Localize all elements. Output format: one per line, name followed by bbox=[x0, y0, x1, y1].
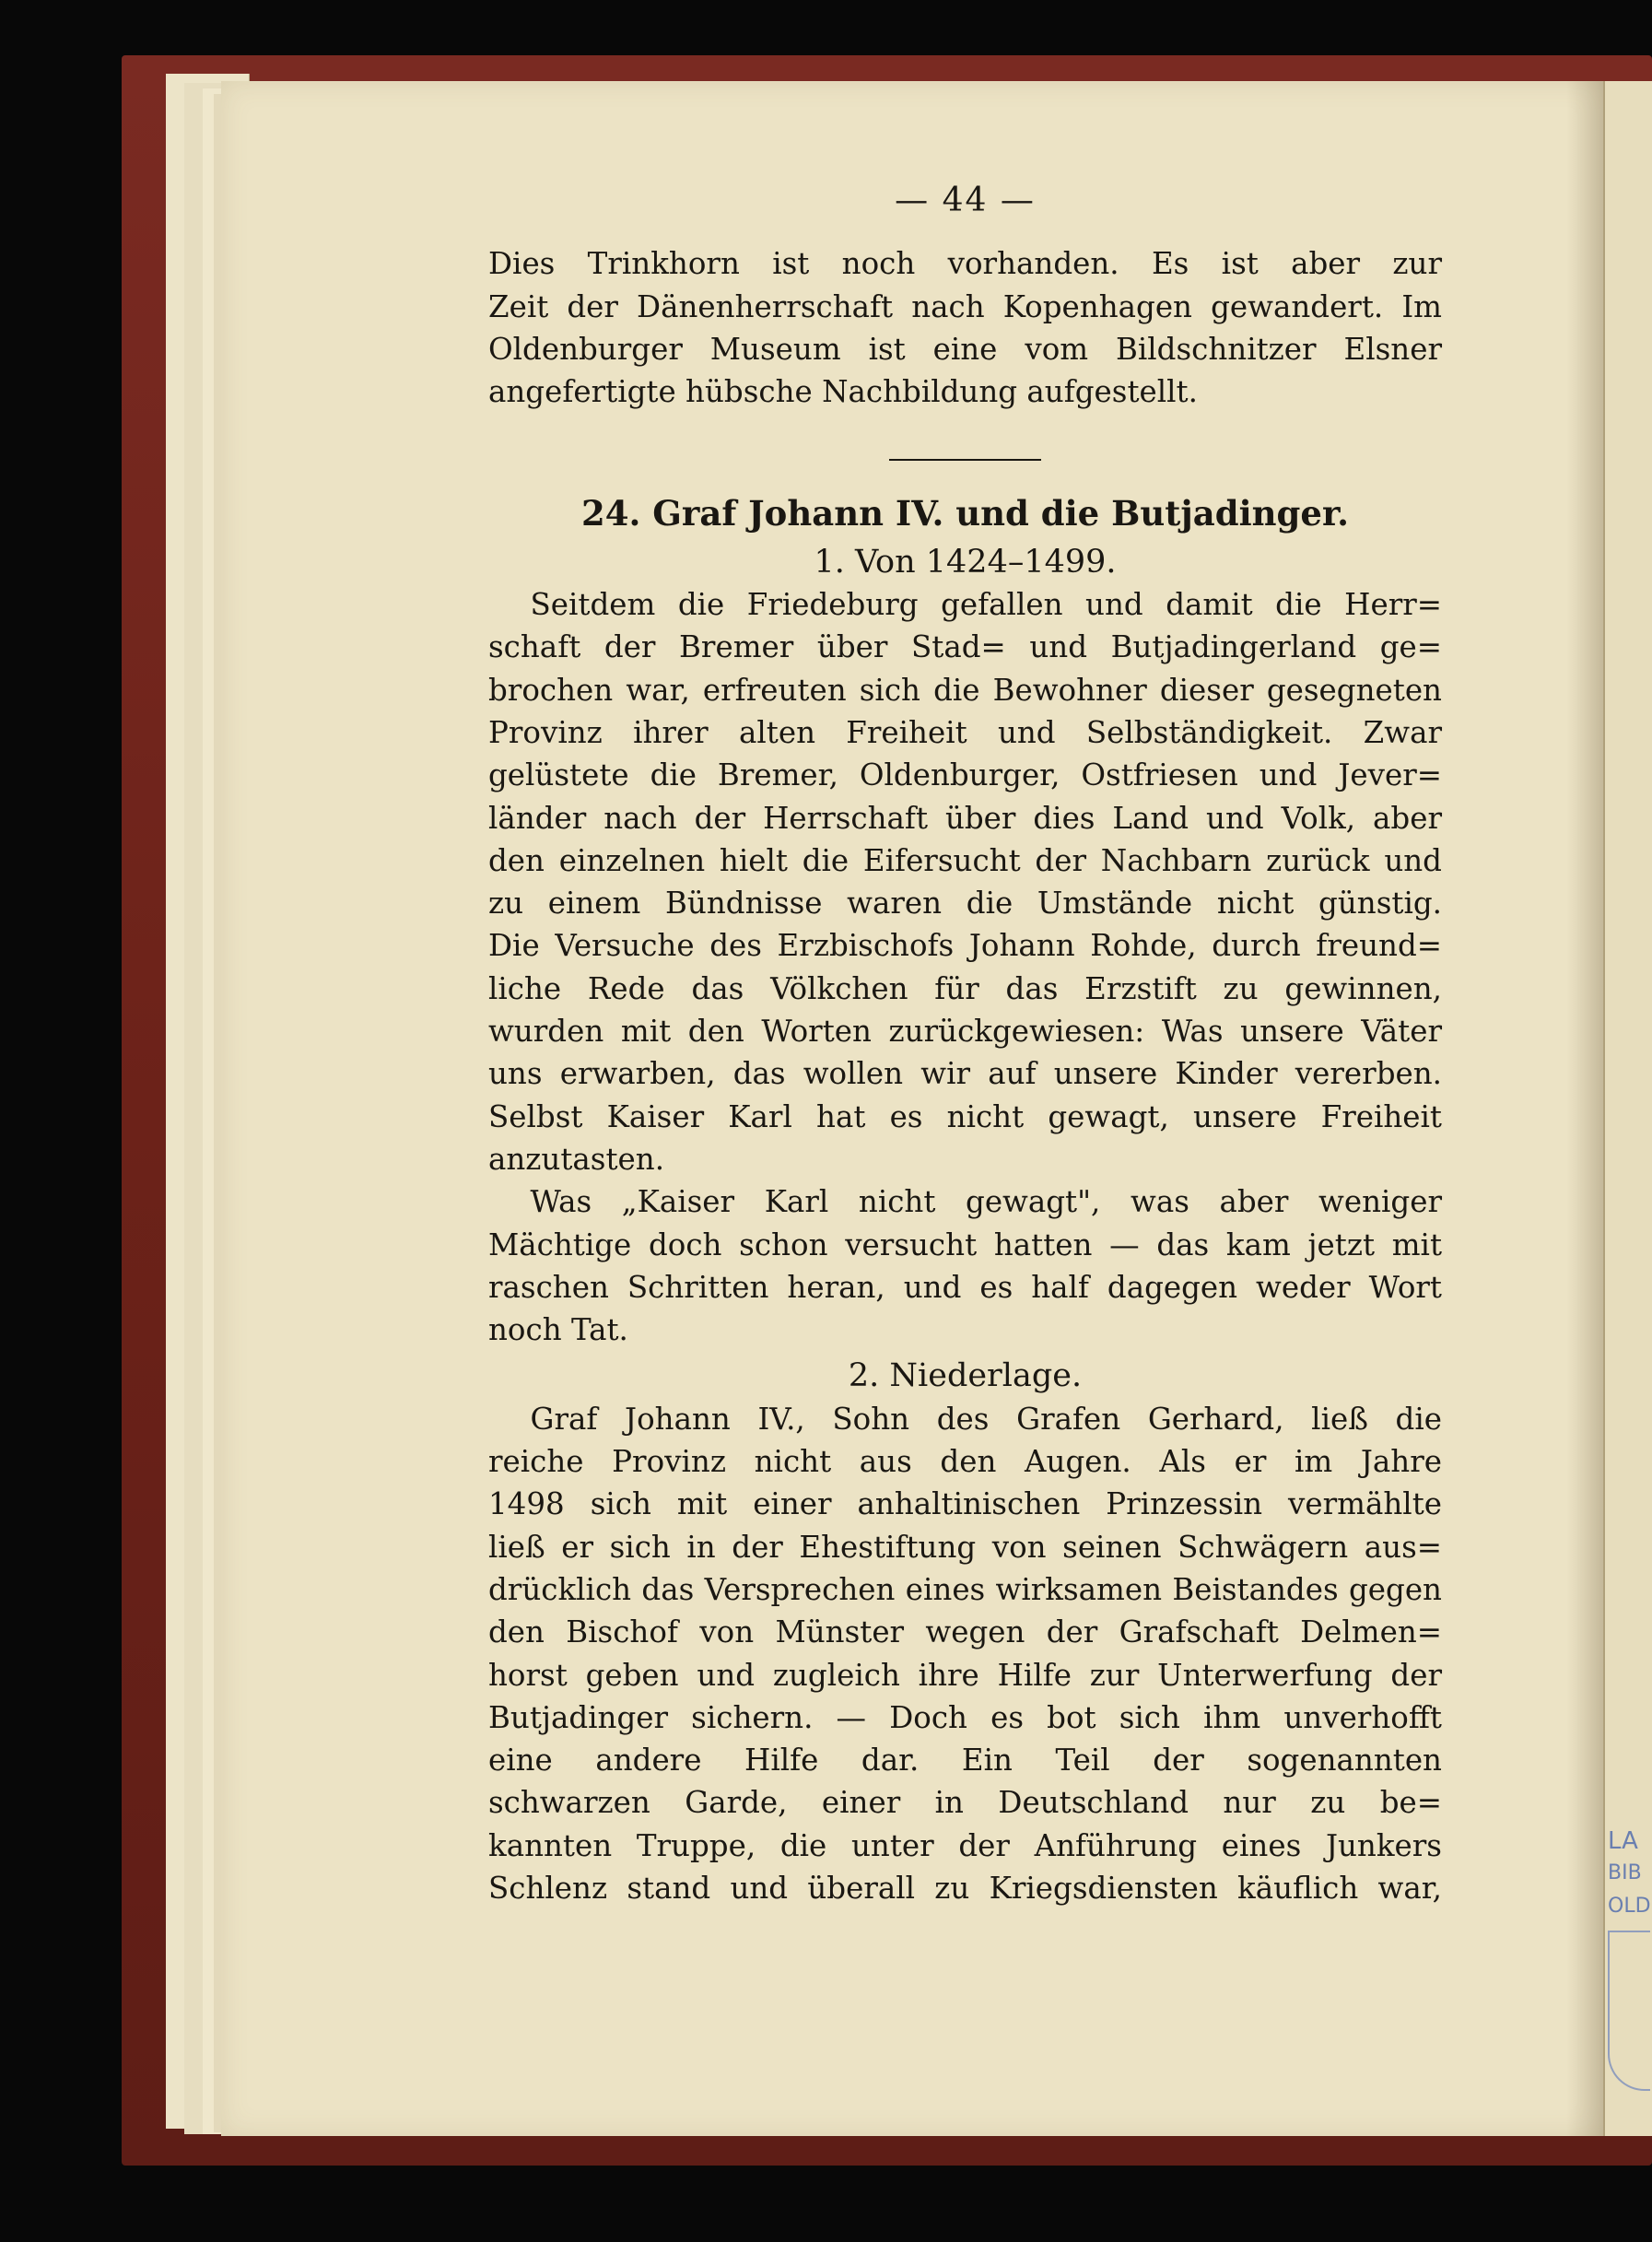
paragraph bbox=[488, 1398, 1442, 1910]
text-line: Oldenburger Museum ist eine vom Bildschnitzer Elsner bbox=[488, 331, 1442, 367]
text-line: eine andere Hilfe dar. Ein Teil der sogenannten bbox=[488, 1743, 1442, 1778]
text-line: Mächtige doch schon versucht hatten — das kam jetzt mit bbox=[488, 1227, 1442, 1262]
intro-paragraph bbox=[488, 242, 1442, 413]
page-number: — 44 — bbox=[895, 182, 1036, 219]
library-stamp-line: OLD bbox=[1608, 1895, 1651, 1918]
text-line: ließ er sich in der Ehestiftung von seinen Schwägern aus= bbox=[488, 1529, 1442, 1565]
library-stamp-line: LA bbox=[1608, 1827, 1638, 1855]
text-line: Zeit der Dänenherrschaft nach Kopenhagen gewandert. Im bbox=[488, 288, 1442, 324]
text-line: gelüstete die Bremer, Oldenburger, Ostfriesen und Jever= bbox=[488, 757, 1442, 793]
section-divider bbox=[889, 459, 1041, 461]
library-stamp-shield-icon bbox=[1608, 1931, 1650, 2091]
text-line: zu einem Bündnisse waren die Umstände nicht günstig. bbox=[488, 886, 1442, 921]
text-line: schaft der Bremer über Stad= und Butjadingerland ge= bbox=[488, 629, 1442, 665]
gutter-shadow bbox=[1566, 81, 1605, 2136]
text-line: Was „Kaiser Karl nicht gewagt", was aber weniger bbox=[530, 1184, 1442, 1220]
text-line: Butjadinger sichern. — Doch es bot sich ihm unverhofft bbox=[488, 1699, 1442, 1735]
text-line: den einzelnen hielt die Eifersucht der Nachbarn zurück und bbox=[488, 842, 1442, 878]
text-line: drücklich das Versprechen eines wirksamen Beistandes gegen bbox=[488, 1571, 1442, 1607]
text-line: Schlenz stand und überall zu Kriegsdiensten käuflich war, bbox=[488, 1870, 1442, 1906]
text-line: Die Versuche des Erzbischofs Johann Rohde, durch freund= bbox=[488, 928, 1442, 964]
section-title: 2. Niederlage. bbox=[848, 1357, 1083, 1395]
page-text bbox=[488, 180, 1442, 1909]
text-line: liche Rede das Völkchen für das Erzstift zu gewinnen, bbox=[488, 970, 1442, 1006]
text-line: brochen war, erfreuten sich die Bewohner dieser gesegneten bbox=[488, 672, 1442, 708]
text-line: uns erwarben, das wollen wir auf unsere Kinder vererben. bbox=[488, 1056, 1442, 1092]
text-line: Selbst Kaiser Karl hat es nicht gewagt, unsere Freiheit bbox=[488, 1098, 1442, 1134]
text-line: 1498 sich mit einer anhaltinischen Prinzessin vermählte bbox=[488, 1486, 1442, 1522]
library-stamp-line: BIB bbox=[1608, 1861, 1642, 1884]
text-line: Seitdem die Friedeburg gefallen und damit die Herr= bbox=[530, 587, 1442, 623]
text-line: angefertigte hübsche Nachbildung aufgestellt. bbox=[488, 374, 1198, 410]
text-line: kannten Truppe, die unter der Anführung eines Junkers bbox=[488, 1827, 1442, 1863]
paragraph bbox=[488, 1180, 1442, 1351]
text-line: schwarzen Garde, einer in Deutschland nur zu be= bbox=[488, 1785, 1442, 1821]
text-line: horst geben und zugleich ihre Hilfe zur Unterwerfung der bbox=[488, 1657, 1442, 1693]
text-line: Graf Johann IV., Sohn des Grafen Gerhard, ließ die bbox=[530, 1401, 1442, 1437]
paragraph bbox=[488, 583, 1442, 1180]
chapter-title: 24. Graf Johann IV. und die Butjadinger. bbox=[581, 493, 1349, 534]
text-line: länder nach der Herrschaft über dies Land und Volk, aber bbox=[488, 800, 1442, 836]
section-title: 1. Von 1424–1499. bbox=[814, 543, 1117, 581]
text-line: Dies Trinkhorn ist noch vorhanden. Es ist aber zur bbox=[488, 246, 1442, 282]
text-line: Provinz ihrer alten Freiheit und Selbständigkeit. Zwar bbox=[488, 714, 1442, 750]
text-line: wurden mit den Worten zurückgewiesen: Was unsere Väter bbox=[488, 1014, 1442, 1050]
text-line: den Bischof von Münster wegen der Grafschaft Delmen= bbox=[488, 1614, 1442, 1650]
text-line: anzutasten. bbox=[488, 1141, 665, 1177]
text-line: noch Tat. bbox=[488, 1312, 628, 1348]
text-line: reiche Provinz nicht aus den Augen. Als er im Jahre bbox=[488, 1444, 1442, 1480]
text-line: raschen Schritten heran, und es half dagegen weder Wort bbox=[488, 1269, 1442, 1305]
